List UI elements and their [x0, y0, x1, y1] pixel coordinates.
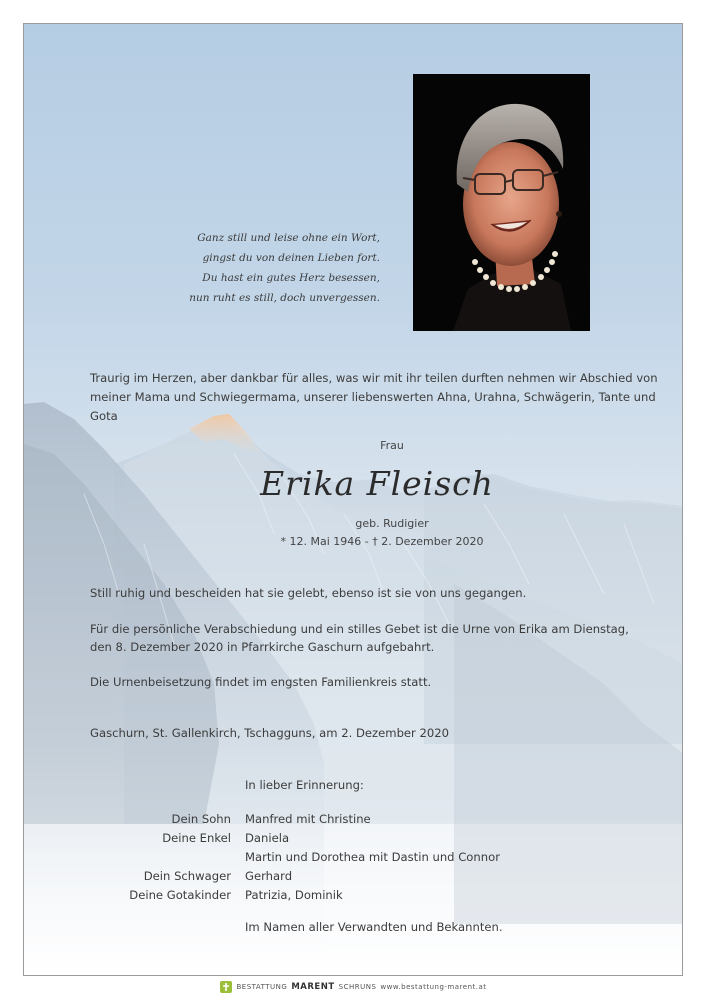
life-dates: * 12. Mai 1946 - † 2. Dezember 2020 [280, 535, 484, 548]
place-date: Gaschurn, St. Gallenkirch, Tschagguns, am 2. Dezember 2020 [90, 726, 450, 740]
relative-label: Deine Enkel [162, 831, 231, 845]
obituary-card [23, 23, 683, 976]
memorial-poem [120, 228, 380, 308]
footer-location: SCHRUNS [338, 983, 377, 991]
footer [0, 978, 707, 996]
relative-label: Dein Schwager [143, 869, 231, 883]
relative-names: Patrizia, Dominik [245, 888, 343, 902]
salutation: Frau [380, 439, 404, 452]
relative-row [24, 869, 683, 888]
intro-text: Traurig im Herzen, aber dankbar für alles, was wir mit ihr teilen durften nehmen wir Abschied von meiner Mama und Schwiegermama, unserer liebenswerten Ahna, Urahna, Schwägerin, Tante und Gota [90, 371, 658, 423]
funeral-home-logo-icon [220, 981, 232, 993]
relative-row [24, 831, 683, 850]
relative-names: Manfred mit Christine [245, 812, 371, 826]
footer-prefix: BESTATTUNG [236, 983, 288, 991]
birth-name: geb. Rudigier [355, 517, 429, 530]
poem-line: Du hast ein gutes Herz besessen, [202, 272, 380, 284]
poem-line: nun ruht es still, doch unvergessen. [189, 292, 380, 304]
relative-label: Deine Gotakinder [129, 888, 231, 902]
relative-row [24, 850, 683, 869]
paragraph-burial: Die Urnenbeisetzung findet im engsten Familienkreis statt. [90, 675, 432, 689]
relative-names: Martin und Dorothea mit Dastin und Connor [245, 850, 500, 864]
relative-row [24, 888, 683, 907]
relative-row [24, 812, 683, 831]
footer-brand: MARENT [291, 982, 335, 992]
relative-names: Daniela [245, 831, 290, 845]
deceased-name: Erika Fleisch [260, 464, 494, 503]
memory-title: In lieber Erinnerung: [245, 778, 364, 792]
portrait-photo [413, 74, 590, 331]
relative-label: Dein Sohn [171, 812, 231, 826]
poem-line: Ganz still und leise ohne ein Wort, [197, 232, 380, 244]
poem-line: gingst du von deinen Lieben fort. [202, 252, 380, 264]
footer-website[interactable]: www.bestattung-marent.at [380, 983, 487, 991]
paragraph-farewell: Für die persönliche Verabschiedung und ein stilles Gebet ist die Urne von Erika am Dienstag, den 8. Dezember 2020 in Pfarrkirche Gaschurn aufgebahrt. [90, 622, 629, 654]
relative-names: Gerhard [245, 869, 293, 883]
paragraph-life: Still ruhig und bescheiden hat sie gelebt, ebenso ist sie von uns gegangen. [90, 586, 527, 600]
closing-line: Im Namen aller Verwandten und Bekannten. [245, 920, 503, 934]
